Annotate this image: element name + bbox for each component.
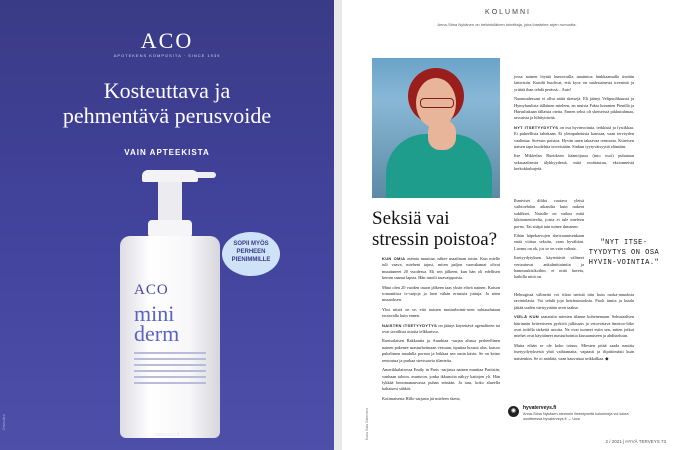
advert-tagline: VAIN APTEEKISTA: [124, 148, 210, 157]
section-label: KOLUMNI: [485, 9, 531, 16]
bottle-product-name-2: derm: [134, 321, 180, 346]
bottle-label-text: [134, 352, 206, 388]
bottle-product-name-1: mini: [134, 301, 175, 326]
article-headline: Seksiä vai stressin poistoa?: [372, 208, 498, 250]
paragraph: Naonuudessani ei ollut näitä sketsejä. Eli jäänyt Velipuolikuusta ja Hymyhuulista tällainen mieleen, en muista Fakta hommen Pienillä ja Harsultakaan tällaista otetta. Ennen seksi oli sketseissä pikkutuhmaa, rasvaista ja hihityttävää.: [514, 96, 634, 121]
advert-url: www.aco.fi: [155, 432, 179, 438]
paragraph: jossa nainen löytää kuntovailla nautintoa hinkkaamalla itseään laitteisiin. Kundit huolivat, että kyse on saalestaisesta treenistä ja yrittää ihan tehdä perässä... Auts!: [514, 74, 634, 92]
paragraph: KUN OMIA asemia muuttaa, näkee maailman toisin. Kun mielle tuli vaava, mieheni tajusi, miten paljon vaavakamat olivat muuttuneet 20 vuodessa. Eli sen jälkeen, kun hän oli edellisen kerran saanut lapsia. Hän intoili taravaippoista.: [382, 256, 500, 281]
pump-neck: [158, 182, 182, 222]
paragraph: Ihmiviset dildot ruotava yleisä vaihtoehdon aikanilta kuin nukeat suklikset. Naisille on vaikea mitä kikiiomeniteelta, joista ei tule mieleen porno. Tai sitäpä tain tuinee ihmanen.: [514, 198, 584, 229]
website-box: [508, 404, 648, 428]
advert-headline-line-2: pehmentävä perusvoide: [62, 103, 272, 128]
paragraph: NYT ITSETYYDYTYS on osa hyvinvointia, terkkistä ja fysiikkaa. Ei puheellista taltekaan. Ei yleinpuhetusta kanssaa, vaan terveyden vaalintaa. Stressin poistoa. Hyvän unen takaavaa rentoutta. Kiireisen naisen tapa huolehtia terveistään. Sinkun tyytyväisyyttä elämään.: [514, 124, 634, 150]
photo-glasses: [420, 98, 454, 108]
bottle-brand: ACO: [134, 282, 169, 298]
advert-headline: [20, 78, 314, 128]
pump-head: [142, 170, 198, 182]
author-photo: [372, 58, 500, 198]
paragraph: Mutta eihän se ole koko totuus. Miesten pitää saada nauttia itsetyydytyksestä yhtä vaihtamatta, vapaasti ja ilipittömästi kuin naistenkin. Se oi mädätä, vaan kauvattaa seikkalkaa. ◆: [514, 342, 634, 361]
advert-credit: Orion-Aco: [2, 414, 6, 430]
paragraph: Itsetyydytyksen käytettävät välineet vertautuvat ankalmittaimiin ja hammaskisikoihin, ei niitä haveta, kaikilla niitä on.: [514, 255, 584, 280]
column-text-2: [514, 74, 634, 176]
paragraph: Kotimaisesta Hillo-sarjasta jäi mieleen sketsi,: [382, 395, 461, 401]
paragraph: Ruotsalaisen Rakkautta ja Anarkiaa -sarjan alussa perheellinen nainen pakenee masturboimaan vessaan, tiputtaa housut alas, katsoo puhelimen naudulla pornoa ja leikkaa sen omin käsin. Se on keino rentoutua ja purkaa stressaavia tilanteita.: [382, 338, 500, 363]
photo-arm: [428, 120, 456, 150]
globe-icon: ◉: [508, 406, 519, 417]
advert-page: [0, 0, 334, 450]
website-link[interactable]: hyvaterveys.fi: [523, 405, 557, 411]
paragraph: Eihän häpekarvojen sheivaamisenkaan enää viittaa seksiin, vaan hyvältäni. Luomu on ok, jos se on vain valinta.: [514, 233, 584, 251]
author-bio: Anna-Stina Nykänen on helsinkiläinen toimittaja, joka ihastelee arjen rumuutta.: [437, 22, 577, 27]
column-page: [342, 0, 674, 450]
paragraph: Minä olen 20 vuoden tauon jälkeen taas yksin elävä nainen. Katson romantiisia tv-sarjoja ja luen vähän eriasisia juttuja. Ja näen muutoksen.: [382, 284, 500, 303]
paragraph: VIELÄ KUN saataisiin miesten tilanne kohenemaan. Seksuaalisen häirinnän kriteeriseen pyrkivä julkisuus ja vetovoitava #metoo-liike ovat todella tärkeitä asioita. Ne ovat tuoneet esiin sen, miten jotkut miehet ovat käyttäneet masturbointia kiusaamiseen ja ahdisteluun.: [514, 314, 634, 339]
paragraph: NAISTEN ITSETYYDYTYS on jäänyt käytettävä agenaltteen tai ovat tavallisia asioita telkkarissa.: [382, 322, 501, 335]
paragraph: Itse Miklrelan Ruotiksen kääntöjassa (into osoi) puhutaan seksuaalisesta älykkyydestä, mitä osoittautuu, eksionneistä kerkokkulsajetä.: [514, 153, 634, 172]
brand-logo: ACO: [140, 28, 194, 53]
column-text-2c: [514, 292, 634, 365]
pull-quote: "NYT ITSE-TYYDYTYS ON OSA HYVIN-VOINTIA.": [588, 239, 660, 267]
advert-bubble: SOPII MYÖS PERHEEN PIENIMMILLE: [222, 232, 280, 276]
column-text-1: [382, 256, 500, 405]
paragraph: Helmigissä välineitä voi tilata netistä niin kuin ruoka-annoksia ravintolasta. Voi tehdä joja heiräntostoksia. Puoli tuntia ja kuulu jättää uuden värisyyttään aven taakse.: [514, 292, 634, 310]
photo-credit: Kuva Satu Salminen: [365, 408, 369, 440]
website-text: Anna-Stina Nykäsen aiemmin ilmestyneitä kolumneja voi lukea osoitteessa hyvaterveys.fi → Uusi: [523, 412, 629, 421]
brand-logo-subtitle: APOTEKENS KOMPOSITA · SINCE 1939: [113, 53, 221, 58]
paragraph: Amerikkalaisessa Emily in Paris -sarjassa nainen muuttaa Pariisiin, vanhaan taloon, asuntoon, jonka ikkunoita näkyy kattojen yli. Hän lykkää henomanauvassa puhan seinään. Ja taas, koko alueella kaltaisesi sähköt.: [382, 367, 500, 392]
advert-headline-line-1: Kosteuttava ja: [103, 78, 231, 103]
paragraph: Yksi niistä on se, että naisten masturbointi-seen suhtaudutaan erotavalla kuin ennen.: [382, 306, 500, 319]
column-text-2b: [514, 198, 584, 284]
product-bottle-image: [120, 170, 220, 440]
page-footer: 2 / 2021 | HYVÄ TERVEYS 73: [605, 439, 666, 444]
